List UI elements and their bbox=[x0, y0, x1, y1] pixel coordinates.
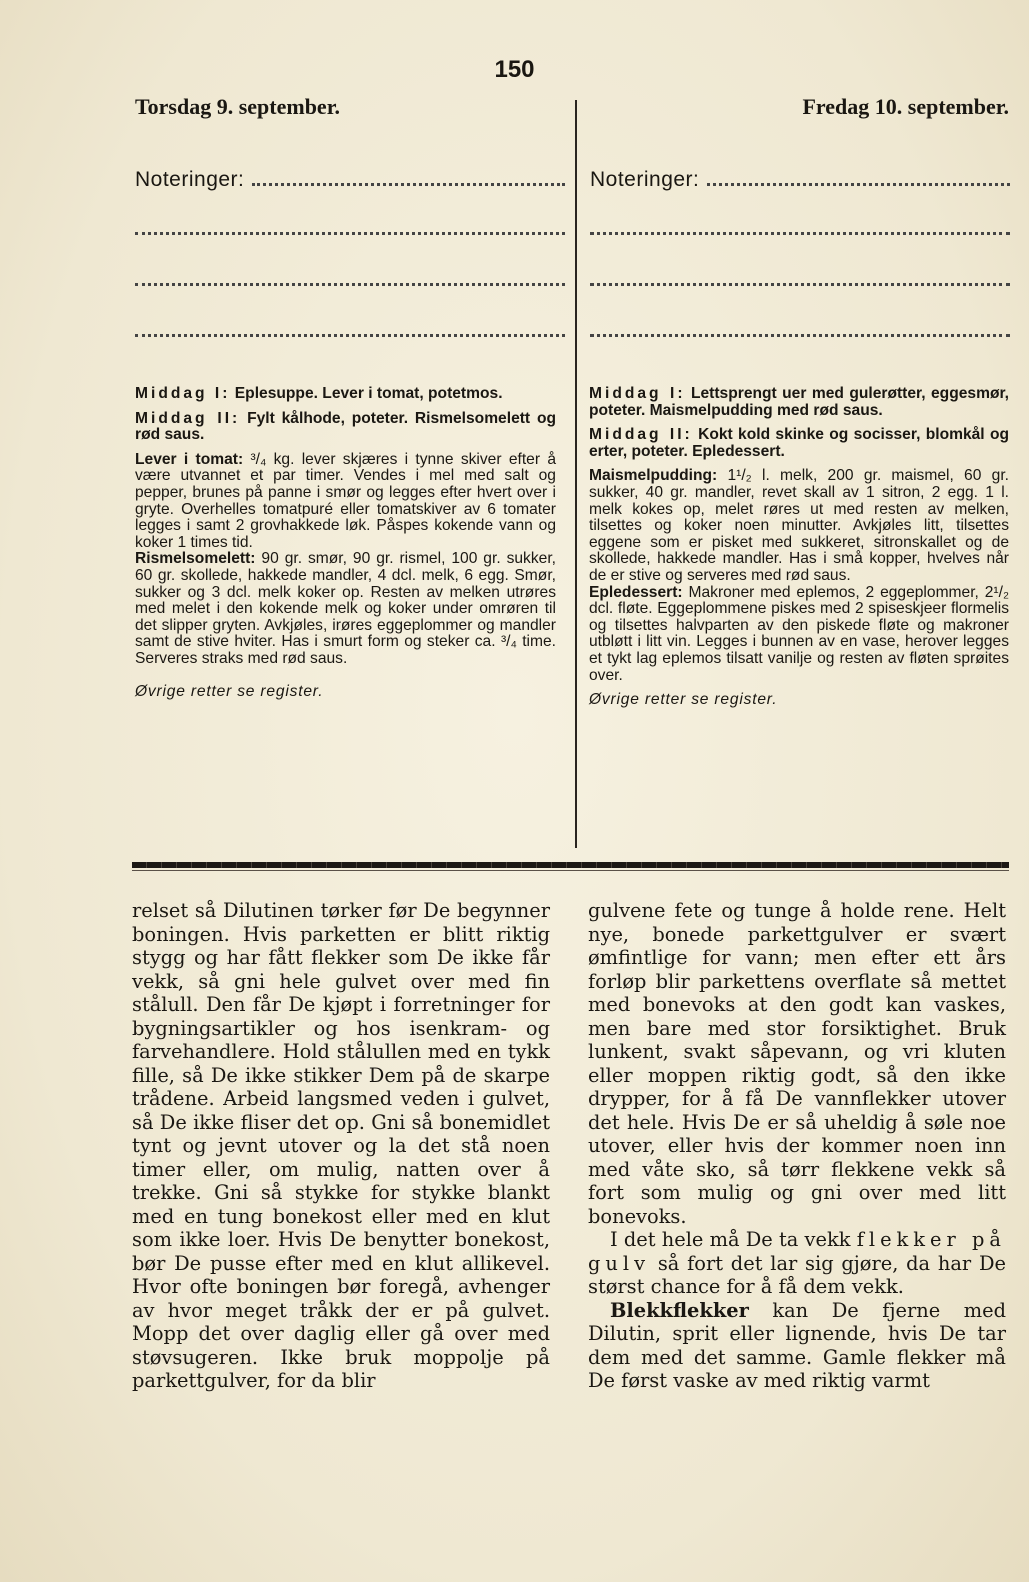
recipe-title: Rismelsomelett: bbox=[135, 550, 256, 568]
bold-emphasis: Blekkflekker bbox=[610, 1298, 749, 1322]
middag-label: Middag I: bbox=[589, 385, 686, 402]
notes-dotline bbox=[590, 232, 1010, 235]
recipe-text: Makroner med eplemos, 2 eggeplommer, 2¹/₂ dcl. fløte. Eggeplommene piskes med 2 spiseskjeer flormelis og tilsettes halvparten av den piskede fløte og makroner utbløtt i litt vin. Legges i bunnen av en vase, herover legges et tykt lag eplemos tilsatt vanilje og resten av fløten sprøites over. bbox=[589, 583, 1009, 684]
recipe-epledessert bbox=[589, 585, 1009, 685]
recipe-maismelpudding bbox=[589, 468, 1009, 584]
body-text-right bbox=[588, 899, 1006, 1393]
middag-text: Eplesuppe. Lever i tomat, potetmos. bbox=[234, 385, 503, 402]
middag-2 bbox=[135, 411, 556, 444]
middag-label: Middag II: bbox=[589, 426, 693, 444]
middag-text: Fylt kålhode, poteter. Rismelsomelett og rød saus. bbox=[135, 409, 556, 444]
recipe-text: 90 gr. smør, 90 gr. rismel, 100 gr. sukker, 60 gr. skollede, hakkede mandler, 4 dcl. melk, 6 egg. Smør, sukker og 3 dcl. melk koker op. Resten av melken utrøres med melet i den kokende melk og koker under omrøren til det slipper gryten. Avkjøles, irøres eggeplommer og mandler samt de stive hviter. Has i smurt form og steker ca. ³/₄ time. Serveres straks med rød saus. bbox=[135, 550, 556, 667]
day-header-thursday: Torsdag 9. september. bbox=[135, 94, 340, 119]
notes-dotline bbox=[135, 232, 565, 235]
notes-dotline bbox=[707, 169, 1010, 186]
column-divider bbox=[575, 100, 577, 848]
middag-1 bbox=[135, 386, 556, 403]
section-divider bbox=[132, 862, 1009, 868]
recipe-title: Maismelpudding: bbox=[589, 467, 718, 485]
body-text-left bbox=[132, 899, 550, 1393]
ovrige-retter-note: Øvrige retter se register. bbox=[135, 682, 324, 700]
notes-dotline bbox=[590, 334, 1010, 337]
recipes-thursday bbox=[135, 386, 556, 708]
recipe-title: Lever i tomat: bbox=[135, 450, 244, 468]
middag-1 bbox=[589, 386, 1009, 419]
notes-dotline bbox=[590, 283, 1010, 286]
page-number: 150 bbox=[494, 56, 535, 83]
ovrige-retter-note: Øvrige retter se register. bbox=[589, 691, 778, 709]
body-paragraph: gulvene fete og tunge å holde rene. Helt nye, bonede parkettgulver er svært ømfintlige for vann; men efter ett års forløp blir parkettens overflate så mettet med bonevoks at den godt kan vaskes, men bare med stor forsiktighet. Bruk lunkent, svakt såpevann, og vri kluten eller moppen riktig godt, så den ikke drypper, for å få De vannflekker utover det hele. Hvis De er så uheldig å søle noe utover, eller hvis der kommer noen inn med våte sko, så tørr flekkene vekk så fort som mulig og gni over med litt bonevoks. bbox=[588, 899, 1006, 1228]
notes-label: Noteringer: bbox=[135, 168, 245, 191]
body-paragraph bbox=[588, 1228, 1006, 1299]
recipes-friday bbox=[589, 386, 1009, 717]
middag-text: Lettsprengt uer med gulerøtter, eggesmør, poteter. Maismelpudding med rød saus. bbox=[589, 385, 1010, 419]
middag-label: Middag II: bbox=[135, 409, 241, 427]
recipe-rismelsomelett bbox=[135, 551, 556, 667]
notes-block-right bbox=[590, 168, 1010, 337]
body-text: så fort det lar sig gjøre, da har De størst chance for å få dem vekk. bbox=[588, 1251, 1006, 1298]
notes-dotline bbox=[252, 169, 565, 186]
notes-block-left bbox=[135, 168, 565, 337]
recipe-lever-i-tomat bbox=[135, 452, 556, 552]
body-text: I det hele må De ta vekk bbox=[610, 1228, 851, 1251]
section-divider-thin bbox=[132, 870, 1009, 871]
body-text: kan De fjerne med Dilutin, sprit eller lignende, hvis De tar dem med det samme. Gamle flekker må De først vaske av med riktig varmt bbox=[588, 1298, 1006, 1392]
notes-label: Noteringer: bbox=[590, 168, 700, 191]
recipe-text: ³/₄ kg. lever skjæres i tynne skiver efter å være utvannet et par timer. Vendes i mel med salt og pepper, brunes på panne i smør og legges efter hvert over i gryte. Overhelles tomatpuré eller tomatskiver av 6 tomater legges i samt 2 grovhakkede løk. Påspes kokende vann og koker 1 times tid. bbox=[135, 450, 556, 551]
middag-2 bbox=[589, 427, 1009, 460]
body-paragraph bbox=[588, 1299, 1006, 1393]
body-paragraph: relset så Dilutinen tørker før De begynner boningen. Hvis parketten er blitt riktig stygg og har fått flekker som De ikke får vekk, så gni hele gulvet over med fin stålull. Den får De kjøpt i forretninger for bygningsartikler og hos isenkram- og farvehandlere. Hold stålullen med en tykk fille, så De ikke stikker Dem på de skarpe trådene. Arbeid langsmed veden i gulvet, så De ikke fliser det op. Gni så bonemidlet tynt og jevnt utover og la det stå noen timer eller, om mulig, natten over å trekke. Gni så stykke for stykke blankt med en tung bonekost eller med en klut som ikke loer. Hvis De benytter bonekost, bør De pusse efter med en klut allikevel. Hvor ofte boningen bør foregå, avhenger av hvor meget tråkk der er på gulvet. Mopp det over daglig eller gå over med støvsugeren. Ikke bruk moppolje på parkettgulver, for da blir bbox=[132, 899, 550, 1392]
notes-dotline bbox=[135, 334, 565, 337]
day-header-friday: Fredag 10. september. bbox=[802, 94, 1009, 119]
middag-label: Middag I: bbox=[135, 385, 231, 402]
recipe-title: Epledessert: bbox=[589, 583, 683, 601]
notes-dotline bbox=[135, 283, 565, 286]
spaced-emphasis: flekker på gulv bbox=[588, 1228, 1006, 1275]
recipe-text: 1¹/₂ l. melk, 200 gr. maismel, 60 gr. sukker, 40 gr. mandler, revet skall av 1 sitron, 2 egg. 1 l. melk kokes op, melet røres ut med resten av melken, tilsettes og koker noen minutter. Avkjøles litt, tilsettes eggene som er pisket med sukkeret, sitronskallet og de skollede, hakkede mandler. Has i små kopper, hvelves når de er stive og serveres med rød saus. bbox=[589, 467, 1009, 584]
middag-text: Kokt kold skinke og socisser, blomkål og erter, poteter. Epledessert. bbox=[589, 426, 1009, 460]
